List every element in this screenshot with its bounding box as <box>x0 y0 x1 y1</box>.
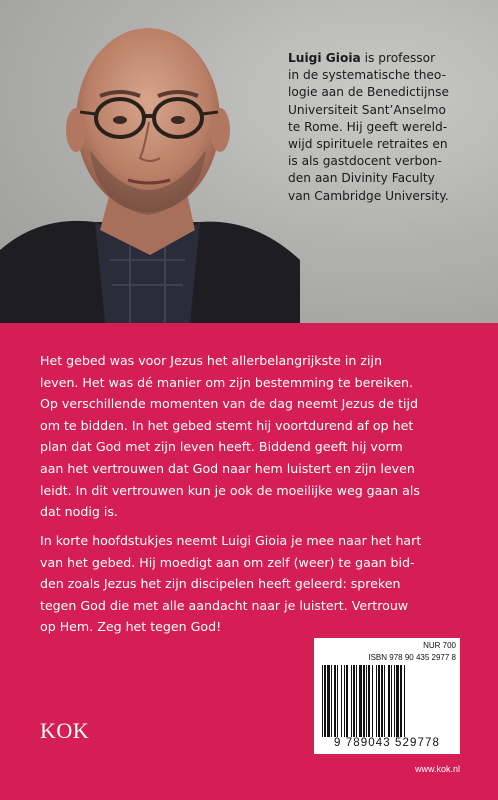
barcode-bar <box>331 665 332 737</box>
barcode-panel <box>314 638 460 754</box>
author-portrait <box>0 0 300 323</box>
barcode-bar <box>372 665 373 737</box>
ean-number: 9 789043 529778 <box>333 737 441 749</box>
barcode-bar <box>359 665 362 737</box>
nur-code: NUR 700 <box>423 641 456 650</box>
barcode-bars <box>320 665 454 737</box>
author-name: Luigi Gioia <box>288 51 361 65</box>
barcode-bar <box>404 665 405 737</box>
barcode-bar <box>344 665 345 737</box>
publisher-logo: KOK <box>40 718 90 743</box>
barcode-bar <box>322 665 323 737</box>
barcode-bar <box>378 665 380 737</box>
barcode-bar <box>356 665 357 737</box>
barcode-bar <box>341 665 342 737</box>
barcode-bar <box>400 665 402 737</box>
barcode-bar <box>396 665 399 737</box>
barcode-bar <box>388 665 390 737</box>
barcode-bar <box>381 665 383 737</box>
barcode-bar <box>346 665 348 737</box>
barcode-bar <box>384 665 385 737</box>
barcode-bar <box>366 665 367 737</box>
barcode-bar <box>351 665 352 737</box>
barcode-bar <box>368 665 370 737</box>
author-bio: Luigi Gioia is professor in de systematische theo- logie aan de Benedictijnse Universiteit Sant’Anselmo te Rome. Hij geeft wereld- wijd spirituele retraites en is als gastdocent verbon- den aan Divinity Faculty van Cambridge University. <box>288 51 450 203</box>
barcode-bar <box>353 665 355 737</box>
barcode-bar <box>334 665 336 737</box>
website-url: www.kok.nl <box>414 764 460 774</box>
barcode-bar <box>327 665 330 737</box>
barcode-bar <box>394 665 395 737</box>
author-photo-section <box>0 0 498 323</box>
blurb-paragraph-2: In korte hoofdstukjes neemt Luigi Gioia je mee naar het hart van het gebed. Hij moedigt aan om zelf (weer) te gaan bid- den zoals Jezus het zijn discipelen heeft geleerd: spreken tegen God die met alle aandacht naar je luistert. Vertrouw op Hem. Zeg het tegen God! <box>40 533 422 635</box>
barcode-bar <box>324 665 326 737</box>
barcode-bar <box>337 665 338 737</box>
barcode-bar <box>363 665 365 737</box>
barcode-bar <box>391 665 392 737</box>
isbn-number: ISBN 978 90 435 2977 8 <box>368 653 456 662</box>
barcode-bar <box>376 665 377 737</box>
blurb-paragraph-1: Het gebed was voor Jezus het allerbelangrijkste in zijn leven. Het was dé manier om zijn bestemming te bereiken. Op verschillende momenten van de dag neemt Jezus de tijd om te bidden. In het gebed stemt hij voortdurend af op het plan dat God met zijn leven heeft. Biddend geeft hij vorm aan het vertrouwen dat God naar hem luistert en zijn leven leidt. In dit vertrouwen kun je ook de moeilijke weg gaan als dat nodig is. <box>40 353 420 520</box>
